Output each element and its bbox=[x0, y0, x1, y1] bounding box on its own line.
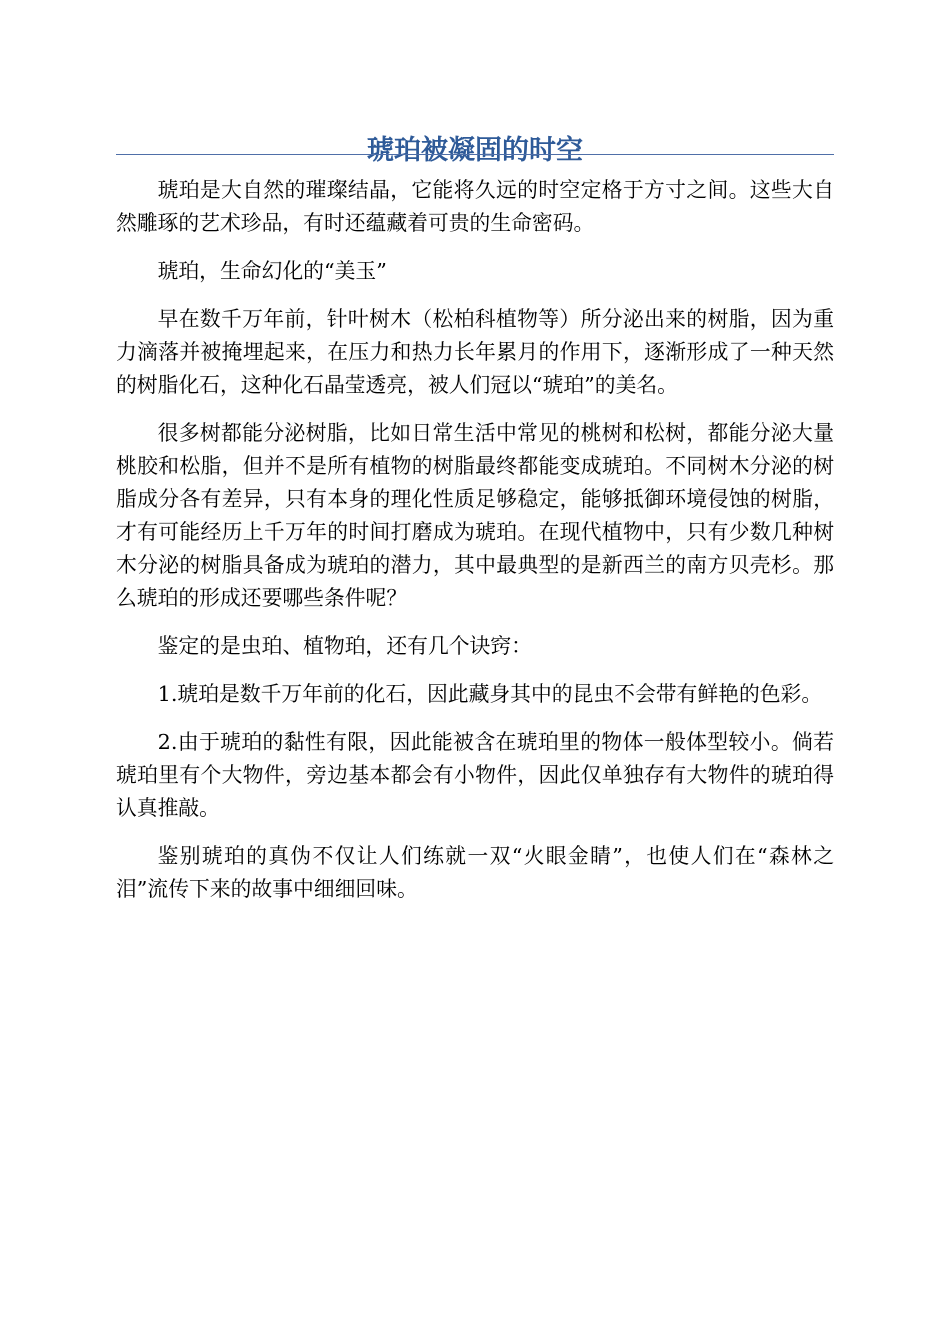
paragraph-subheading: 琥珀，生命幻化的“美玉” bbox=[157, 259, 387, 283]
paragraph-tip-2: 2.由于琥珀的黏性有限，因此能被含在琥珀里的物体一般体型较小。倘若琥珀里有个大物件，旁边基本都会有小物件，因此仅单独存有大物件的琥珀得认真推敲。 bbox=[116, 730, 834, 820]
document-title: 琥珀被凝固的时空 bbox=[367, 135, 583, 167]
title-underline bbox=[116, 154, 834, 155]
paragraph-formation: 早在数千万年前，针叶树木（松柏科植物等）所分泌出来的树脂，因为重力滴落并被掩埋起来，在压力和热力长年累月的作用下，逐渐形成了一种天然的树脂化石，这种化石晶莹透亮，被人们冠以“琥珀”的美名。 bbox=[116, 307, 834, 397]
document-body bbox=[116, 174, 834, 921]
paragraph-intro: 琥珀是大自然的璀璨结晶，它能将久远的时空定格于方寸之间。这些大自然雕琢的艺术珍品，有时还蕴藏着可贵的生命密码。 bbox=[116, 178, 834, 235]
paragraph-resin: 很多树都能分泌树脂，比如日常生活中常见的桃树和松树，都能分泌大量桃胶和松脂，但并不是所有植物的树脂最终都能变成琥珀。不同树木分泌的树脂成分各有差异，只有本身的理化性质足够稳定，能够抵御环境侵蚀的树脂，才有可能经历上千万年的时间打磨成为琥珀。在现代植物中，只有少数几种树木分泌的树脂具备成为琥珀的潜力，其中最典型的是新西兰的南方贝壳杉。那么琥珀的形成还要哪些条件呢？ bbox=[116, 421, 834, 610]
paragraph-tip-1: 1.琥珀是数千万年前的化石，因此藏身其中的昆虫不会带有鲜艳的色彩。 bbox=[157, 682, 823, 706]
paragraph-identification: 鉴定的是虫珀、植物珀，还有几个诀窍： bbox=[157, 634, 532, 658]
paragraph-conclusion: 鉴别琥珀的真伪不仅让人们练就一双“火眼金睛”，也使人们在“森林之泪”流传下来的故事中细细回味。 bbox=[116, 844, 834, 901]
